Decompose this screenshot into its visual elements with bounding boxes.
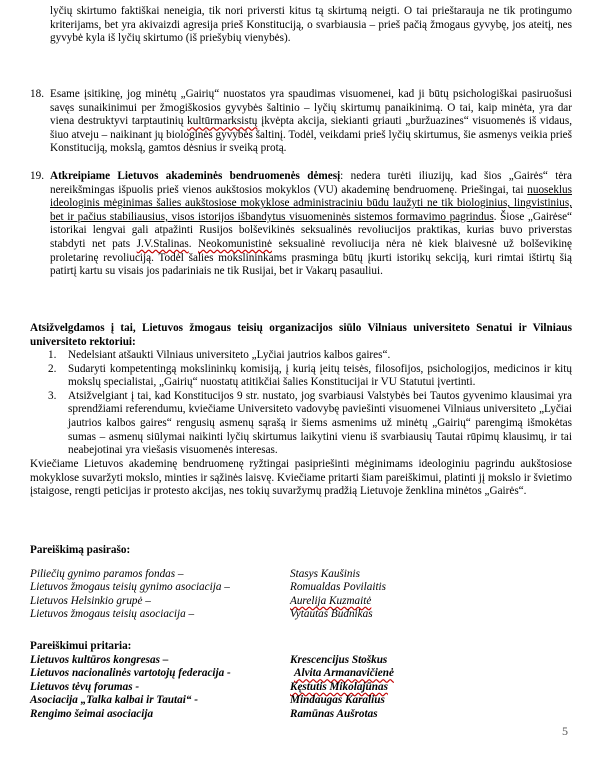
supporter-org: Rengimo šeimai asociacija xyxy=(30,707,154,720)
supporter-org: Asociacija „Talka kalbai ir Tautai“ - xyxy=(30,694,198,707)
item-18-paragraph xyxy=(50,88,572,156)
supporter-person: Kęstutis Mikolajūnas xyxy=(290,680,388,693)
proposal-item-1-number: 1. xyxy=(48,349,57,361)
item-19-underlined: nuoseklus ideologinis mėginimas šalies aukštosiose mokyklose administraciniu būdu laužyti ne tik biologinius, lingvistinius, bet ir pačius stabiliausius, visos istorijos išbandytus visuomeninės sistemos formavimo pagrindus xyxy=(50,183,572,223)
signatory-org: Lietuvos žmogaus teisių asociacija – xyxy=(30,608,195,621)
signatories-section xyxy=(30,544,550,622)
supporter-row xyxy=(30,708,550,722)
signatory-row xyxy=(30,581,550,595)
signatory-row xyxy=(30,608,550,622)
item-18-text-after: įkvėpta akcija, siekianti griauti „buržuazines“ visuomenės iš vidaus, šiuo atveju – naikinant jų biologinės gyvybės šaltinį. Todėl, veikdami prieš lyčių skirtumus, šie asmenys veikia prieš Konstituciją, mokslą, gamtos dėsnius ir sveiką protą. xyxy=(50,115,572,155)
supporter-person: Krescencijus Stoškus xyxy=(290,653,388,666)
item-19-lead: Atkreipiame Lietuvos akademinės bendruomenės dėmesį xyxy=(50,170,341,182)
item-19-paragraph xyxy=(50,170,572,279)
item-19-text-3: . xyxy=(188,237,198,250)
signatory-person: Stasys Kaušinis xyxy=(290,567,360,580)
supporters-section xyxy=(30,640,550,722)
proposal-item-1-text: Nedelsiant atšaukti Vilniaus universiteto „Lyčiai jautrios kalbos gaires“. xyxy=(68,349,391,361)
supporter-person: Ramūnas Aušrotas xyxy=(290,707,378,720)
supporter-row xyxy=(30,694,550,708)
proposal-item-2-text: Sudaryti kompetentingą mokslininkų komisiją, į kurią įeitų teisės, filosofijos, psichologijos, medicinos ir kitų mokslų specialistai, „Gairių“ nuostatų atitikčiai šalies Konstitucijai ir VU Statutui įvertinti. xyxy=(68,362,572,389)
item-18-text: Esame įsitikinę, jog minėtų „Gairių“ nuostatos yra spaudimas visuomenei, kad ji būtų psichologiškai pasiruošusi savęs sunaikinimui per žmogiškosios gyvybės šaltinio – lyčių skirtumų panaikinimą. O tai, kaip minėta, yra dar viena destruktyvi tarptautinių xyxy=(50,88,572,128)
proposal-list xyxy=(30,349,572,458)
proposal-item-2-number: 2. xyxy=(48,362,57,375)
proposal-item-2 xyxy=(30,363,572,390)
item-19-text-1: : nedera turėti iliuzijų, kad šios „Gairės“ tėra nereikšmingas išpuolis prieš vienos aukštosios mokyklos (VU) akademinę bendruomenę. Priešingai, tai xyxy=(50,170,572,196)
signatory-row xyxy=(30,595,550,609)
supporter-org: Lietuvos tėvų forumas - xyxy=(30,680,140,693)
signatory-row xyxy=(30,568,550,582)
signatory-org: Piliečių gynimo paramos fondas – xyxy=(30,567,184,580)
proposal-item-3-number: 3. xyxy=(48,389,57,402)
proposal-item-1 xyxy=(30,349,572,363)
item-19-wavy-2: Neokomunistinė xyxy=(198,237,272,250)
closing-paragraph: Kviečiame Lietuvos akademinę bendruomenę ryžtingai pasipriešinti mėginimams ideologiniu pagrindu aukštosiose mokyklose suvaržyti mokslo, minties ir sąžinės laisvę. Kviečiame pritarti šiam pareiškimui, platinti jį mokslo ir švietimo įstaigose, rengti peticijas ir protesto akcijas, nes tokių suvaržymų pradžią Lietuvoje ženklina minėtos „Gairės“. xyxy=(30,458,572,498)
supporter-person: Mindaugas Karalius xyxy=(290,694,385,707)
supporter-org: Lietuvos nacionalinės vartotojų federacija - xyxy=(30,667,231,680)
page-number: 5 xyxy=(562,724,568,738)
item-18-number: 18. xyxy=(30,88,44,100)
intro-paragraph xyxy=(50,5,572,46)
item-19-number: 19. xyxy=(30,170,44,182)
supporter-row xyxy=(30,681,550,695)
proposal-item-3-text: Atsižvelgiant į tai, kad Konstitucijos 9 str. nustato, jog svarbiausi Valstybės bei Tautos gyvenimo klausimai yra sprendžiami referendumu, kviečiame Universiteto vadovybę paviešinti visuomenei Vilniaus universiteto „Lyčiai jautrios kalbos gaires“ rengusių asmenų sąrašą ir šiems asmenims už minėtų „Gairių“ parengimą išmokėtas sumas – asmenų siūlymai naikinti lyčių skirtumus laikytini vienu iš svarbiausių Tautai rūpimų klausimų, ir tai neabejotinai yra viešasis visuomenės interesas. xyxy=(68,389,572,457)
proposal-item-3 xyxy=(30,390,572,458)
supporter-row xyxy=(30,654,550,668)
signatory-person: Romualdas Povilaitis xyxy=(290,581,387,594)
signatory-person: Vytautas Budnikas xyxy=(290,608,373,621)
proposal-heading: Atsižvelgdamos į tai, Lietuvos žmogaus teisių organizacijos siūlo Vilniaus universiteto Senatui ir Vilniaus universiteto rektoriui: xyxy=(30,322,572,348)
item-19-text-2: . Šiose „Gairėse“ istorikai lengvai gali atpažinti Rusijos bolševikinės seksualinės revoliucijos praktikas, kurias buvo priverstas stabdyti net pats xyxy=(50,210,572,250)
signatory-org: Lietuvos žmogaus teisių gynimo asociacija – xyxy=(30,581,230,594)
item-18-spellcheck-word: kultūrmarksistų xyxy=(187,115,258,128)
supporter-row xyxy=(30,667,550,681)
supporter-person: Alvita Armanavičienė xyxy=(294,667,394,680)
signatory-org: Lietuvos Helsinkio grupė – xyxy=(30,594,151,607)
signatory-person: Aurelija Kuzmaitė xyxy=(290,594,372,607)
supported-heading: Pareiškimui pritaria: xyxy=(30,640,132,652)
supporter-org: Lietuvos kultūros kongresas – xyxy=(30,653,169,666)
signed-heading: Pareiškimą pasirašo: xyxy=(30,544,131,556)
item-19-wavy-1: J.V.Stalinas xyxy=(136,237,189,250)
intro-text: lyčių skirtumo faktiškai neneigia, tik nori priversti kitus tą skirtumą neigti. O tai prieštarauja ne tik protingumo kriterijams, bet yra akivaizdi agresija prieš Konstituciją, o svarbiausia – prieš pačią žmogaus gyvybę, jos ateitį, nes gyvybė kyla iš lyčių skirtumo (iš priešybių vienybės). xyxy=(50,5,572,45)
item-19-text-4: seksualinė revoliucija nėra nė kiek blaivesnė už bolševikinę proletarinę revoliuciją. Todėl šalies mokslininkams prasminga būtų įkurti istorikų sekciją, kuri rimtai ištirtų šią patirtį kartu su visais jos padariniais ne tik Rusijai, bet ir Vakarų pasauliui. xyxy=(50,237,572,278)
